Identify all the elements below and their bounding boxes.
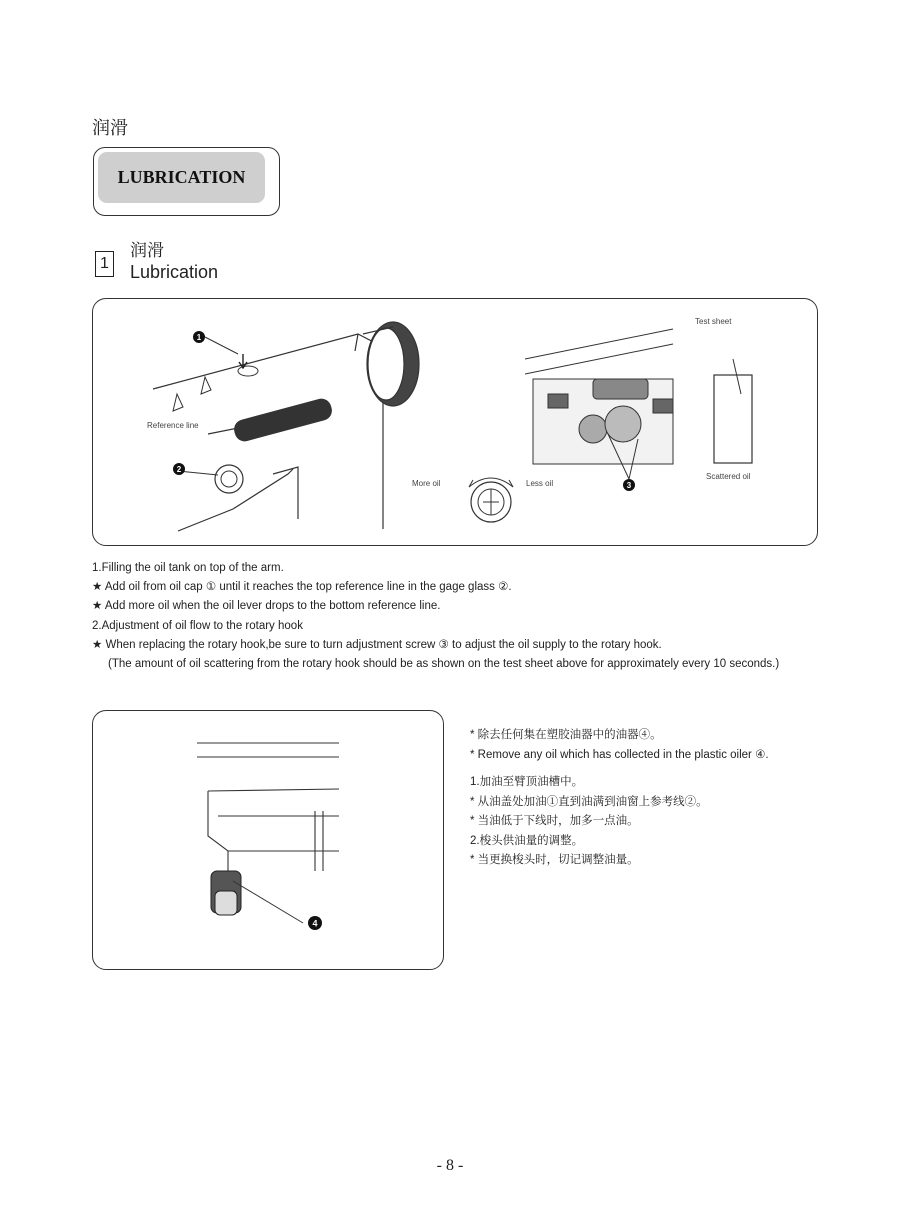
- note-remove-oil-en: * Remove any oil which has collected in the plastic oiler ④.: [470, 748, 769, 761]
- instruction-line-4: 2.Adjustment of oil flow to the rotary hook: [92, 619, 303, 632]
- instruction-line-2: ★ Add oil from oil cap ① until it reaches the top reference line in the gage glass ②.: [92, 581, 512, 594]
- note-item-1a: * 从油盖处加油①直到油满到油窗上参考线②。: [470, 795, 708, 808]
- note-item-2: 2.梭头供油量的调整。: [470, 834, 584, 847]
- label-scattered-oil: Scattered oil: [706, 472, 751, 481]
- marker-2-icon: [173, 463, 185, 475]
- instruction-line-5: ★ When replacing the rotary hook,be sure to turn adjustment screw ③ to adjust the oil supply to the rotary hook.: [92, 638, 662, 651]
- cn-notes: [470, 726, 830, 871]
- instruction-line-3: ★ Add more oil when the oil lever drops to the bottom reference line.: [92, 600, 441, 613]
- note-item-1b: * 当油低于下线时，加多一点油。: [470, 815, 639, 827]
- section-number-box: 1: [95, 251, 114, 277]
- note-item-1: 1.加油至臂顶油槽中。: [470, 776, 584, 788]
- instruction-line-6: (The amount of oil scattering from the rotary hook should be as shown on the test sheet above for approximately every 10 seconds.): [108, 658, 780, 671]
- label-test-sheet: Test sheet: [695, 317, 732, 326]
- figure-lubrication-overview: [92, 298, 818, 546]
- section-title-en: Lubrication: [130, 262, 219, 282]
- machine-illustration: [93, 299, 817, 545]
- marker-3-icon: [623, 479, 635, 491]
- page-title-cn: 润滑: [92, 118, 128, 139]
- instruction-line-1: 1.Filling the oil tank on top of the arm.: [92, 562, 284, 574]
- instruction-list: [92, 559, 822, 674]
- label-less-oil: Less oil: [526, 479, 554, 488]
- star-icon: ★: [92, 581, 103, 594]
- test-sheet: [714, 375, 752, 463]
- note-remove-oil-cn: * 除去任何集在塑胶油器中的油器④。: [470, 729, 662, 741]
- section-banner: [93, 147, 280, 216]
- svg-text:3: 3: [626, 481, 632, 490]
- section-title-cn: 润滑: [130, 241, 164, 261]
- page-number: - 8 -: [436, 1157, 464, 1174]
- svg-text:1: 1: [196, 333, 202, 342]
- svg-text:2: 2: [176, 465, 182, 474]
- marker-4-icon: [308, 916, 322, 930]
- label-reference-line: Reference line: [147, 421, 199, 430]
- figure-plastic-oiler: [92, 710, 444, 970]
- star-icon: ★: [92, 638, 103, 651]
- label-more-oil: More oil: [412, 479, 441, 488]
- banner-title: LUBRICATION: [98, 152, 265, 203]
- svg-text:4: 4: [312, 918, 318, 929]
- note-item-2a: * 当更换梭头时，切记调整油量。: [470, 854, 639, 866]
- marker-1-icon: [193, 331, 205, 343]
- star-icon: ★: [92, 600, 103, 613]
- oiler-illustration: [93, 711, 443, 969]
